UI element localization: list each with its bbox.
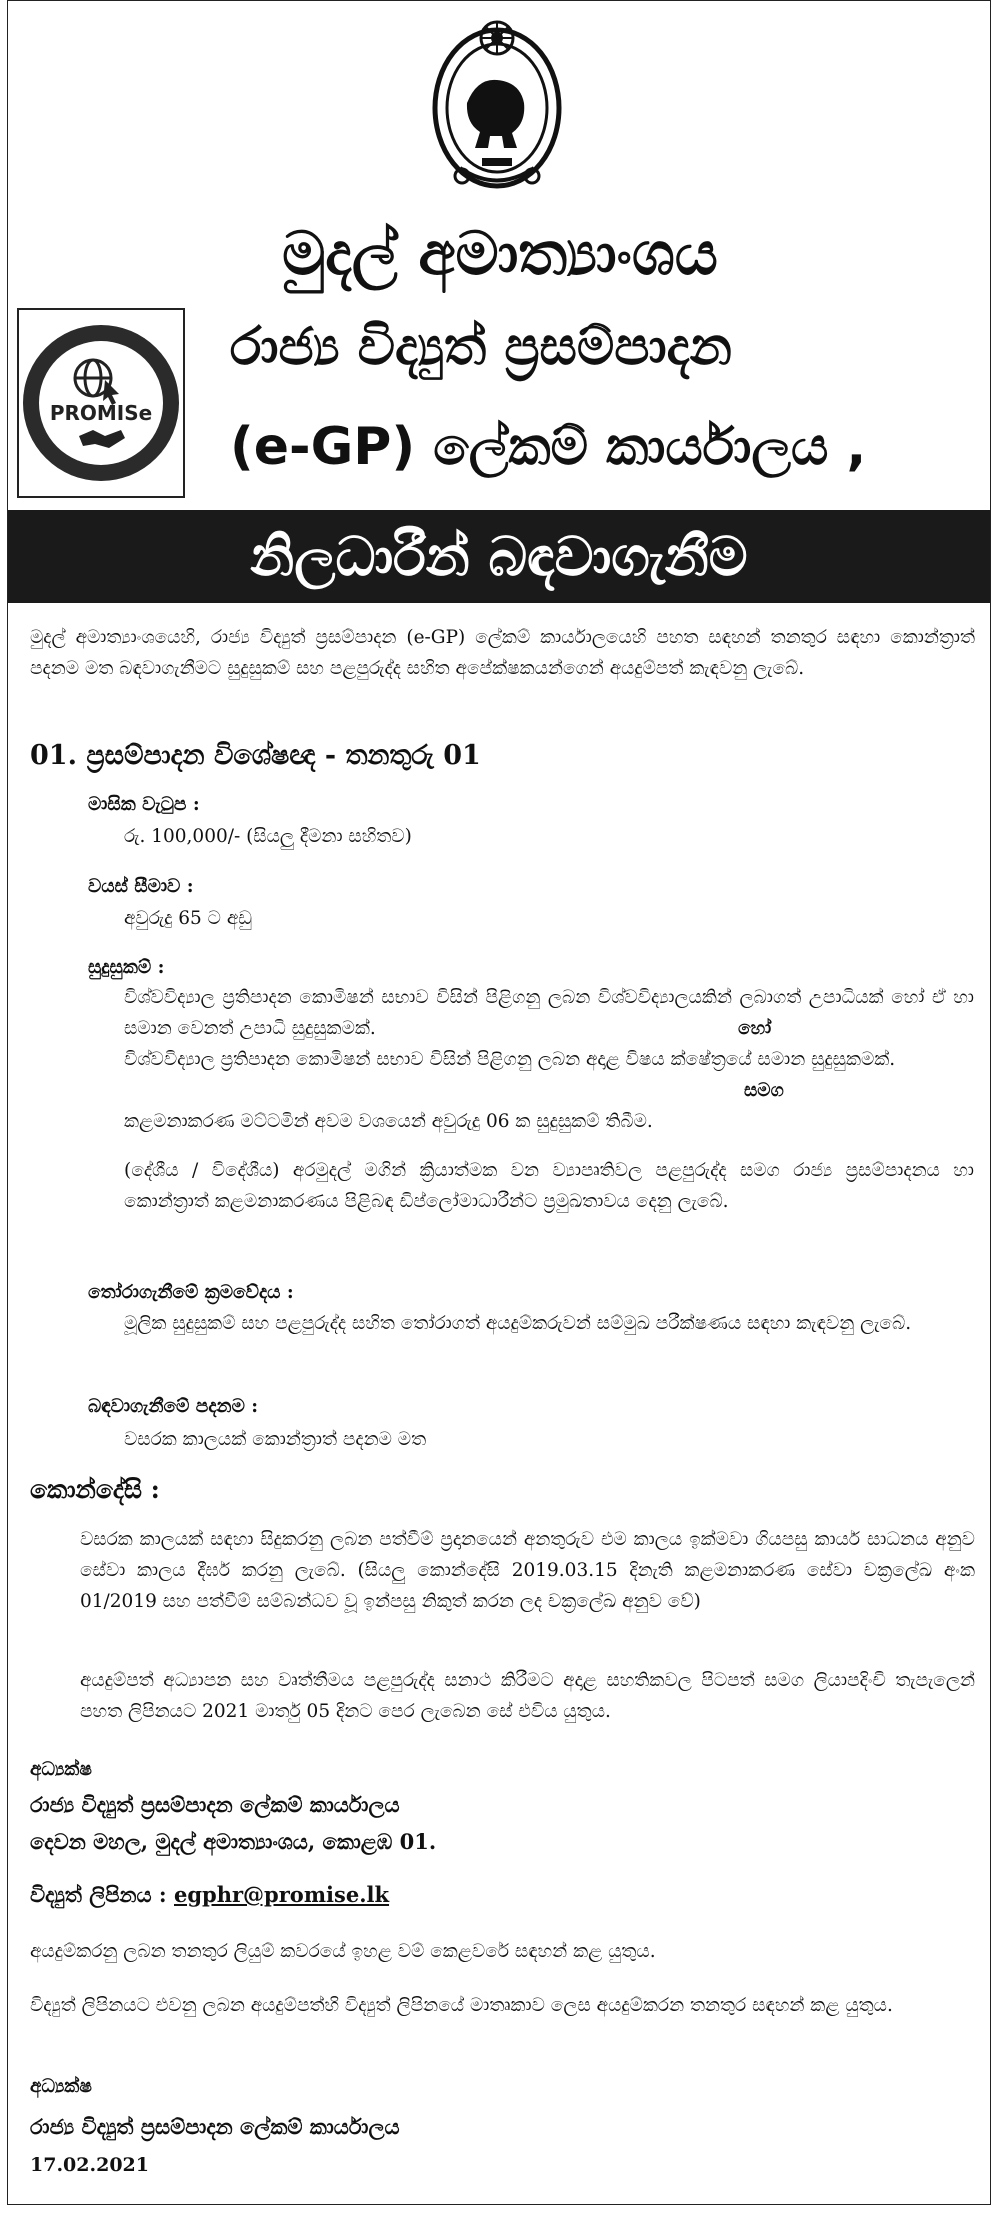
address-director: අධ්‍යක්ෂ xyxy=(30,1759,92,1780)
note-2: විද්‍යුත් ලිපිනයට එවනු ලබන අයදුම්පත්හි විද්‍යුත් ලිපිනයේ මාතෘකාව ලෙස අයදුම්කරන තනතුර සඳහන් කළ යුතුය. xyxy=(30,1995,893,2016)
salary-label: මාසික වැටුප : xyxy=(88,794,200,815)
selection-label: තෝරාගැනීමේ ක්‍රමවේදය : xyxy=(88,1282,294,1303)
post-title: 01. ප්‍රසම්පාදන විශේෂඥ - තනතුරු 01 xyxy=(30,740,481,771)
department-title: රාජ්‍ය විද්‍යුත් ප්‍රසම්පාදන xyxy=(230,317,732,377)
qualification-2: විශ්වවිද්‍යාල ප්‍රතිපාදන කොමිෂන් සභාව විසින් පිළිගනු ලබන අදාළ විෂය ක්ෂේත්‍රයේ සමාන සුදුසුකමක්. xyxy=(124,1049,896,1070)
ministry-title: මුදල් අමාත්‍යාංශය xyxy=(282,219,718,289)
salary-value: රු. 100,000/- (සියලු දීමනා සහිතව) xyxy=(124,826,412,847)
secretariat-title: (e-GP) ලේකම් කාර්යාලය , xyxy=(230,417,867,477)
recruitment-basis: වසරක කාලයක් කොන්ත්‍රාත් පදනම මත xyxy=(124,1429,427,1450)
email-link[interactable]: egphr@promise.lk xyxy=(174,1882,390,1907)
selection-method: මූලික සුදුසුකම් සහ පළපුරුද්ද සහිත තෝරාගත් අයදුම්කරුවන් සම්මුඛ පරීක්ෂණය සඳහා කැඳවනු ලැබේ. xyxy=(124,1313,912,1334)
address-location: දෙවන මහල, මුදල් අමාත්‍යාංශය, කොළඹ 01. xyxy=(30,1829,437,1854)
note-1: අයදුම්කරනු ලබන තනතුර ලියුම් කවරයේ ඉහළ වම් කෙළවරේ සඳහන් කළ යුතුය. xyxy=(30,1941,656,1962)
conditions-label: කොන්දේසි : xyxy=(30,1475,160,1504)
age-label: වයස් සීමාව : xyxy=(88,876,194,897)
address-office: රාජ්‍ය විද්‍යුත් ප්‍රසම්පාදන ලේකම් කාර්යාලය xyxy=(30,1792,400,1817)
qualification-4: (දේශීය / විදේශීය) අරමුදල් මගින් ක්‍රියාත්මක වන ව්‍යාපෘතිවල පළපුරුද්ද සමග රාජ්‍ය ප්‍රසම්පාදනය හා කොන්ත්‍රාත් කළමනාකරණය පිළිබඳ ඩිප්ලෝමාධාරීන්ට ප්‍රමුඛතාවය දෙනු ලැබේ. xyxy=(124,1160,974,1212)
footer-office: රාජ්‍ය විද්‍යුත් ප්‍රසම්පාදන ලේකම් කාර්යාලය xyxy=(30,2114,400,2139)
logo-text: PROMISe xyxy=(49,401,153,425)
age-value: අවුරුදු 65 ට අඩු xyxy=(124,908,252,929)
basis-label: බඳවාගැනීමේ පදනම : xyxy=(88,1396,259,1417)
qualification-1: විශ්වවිද්‍යාල ප්‍රතිපාදන කොමිෂන් සභාව විසින් පිළිගනු ලබන විශ්වවිද්‍යාලයකින් ලබාගත් උපාධියක් හෝ ඒ හා සමාන වෙනත් උපාධි සුදුසුකමක්. xyxy=(124,987,974,1039)
condition-2: අයදුම්පත් අධ්‍යාපන සහ වෘත්තීමය පළපුරුද්ද සනාථ කිරීමට අදාළ සහතිකවල පිටපත් සමග ලියාපදිංචි තැපැලෙන් පහත ලිපිනයට 2021 මාර්තු 05 දිනට පෙර ලැබෙන සේ එවිය යුතුය. xyxy=(80,1670,975,1722)
qualification-and: සමග xyxy=(744,1080,784,1101)
condition-1: වසරක කාලයක් සඳහා සිදුකරනු ලබන පත්වීම් ප්‍රදානයෙන් අනතුරුව එම කාලය ඉක්මවා ගියපසු කාර්ය සාධනය අනුව සේවා කාලය දීර්ඝ කරනු ලැබේ. (සියලු කොන්දේසි 2019.03.15 දිනැති කළමනාකරණ සේවා චක්‍රලේඛ අංක 01/2019 සහ පත්වීම් සම්බන්ධව වූ ඉන්පසු නිකුත් කරන ලද චක්‍රලේඛ අනුව වේ) xyxy=(80,1529,975,1612)
footer-director: අධ්‍යක්ෂ xyxy=(30,2076,92,2097)
email-label: විද්‍යුත් ලිපිනය : xyxy=(30,1882,167,1907)
qualification-or: හෝ xyxy=(738,1018,772,1039)
promise-logo xyxy=(17,308,185,498)
intro-paragraph: මුදල් අමාත්‍යාංශයෙහි, රාජ්‍ය විද්‍යුත් ප්‍රසම්පාදන (e-GP) ලේකම් කාර්යාලයෙහි පහත සඳහන් තනතුර සඳහා කොන්ත්‍රාත් පදනම මත බඳවාගැනීමට සුදුසුකම් සහ පළපුරුද්ද සහිත අපේක්ෂකයන්ගෙන් අයදුම්පත් කැඳවනු ලැබේ. xyxy=(30,627,975,679)
email-line xyxy=(30,1880,389,1910)
recruitment-banner: නිලධාරීන් බඳවාගැනීම xyxy=(8,510,990,603)
sri-lanka-emblem-icon xyxy=(422,8,572,198)
qualification-3: කළමනාකරණ මට්ටමින් අවම වශයෙන් අවුරුදු 06 ක සුදුසුකම් තිබීම. xyxy=(124,1111,653,1132)
footer-date: 17.02.2021 xyxy=(30,2154,149,2176)
qualifications-label: සුදුසුකම් : xyxy=(88,957,165,978)
